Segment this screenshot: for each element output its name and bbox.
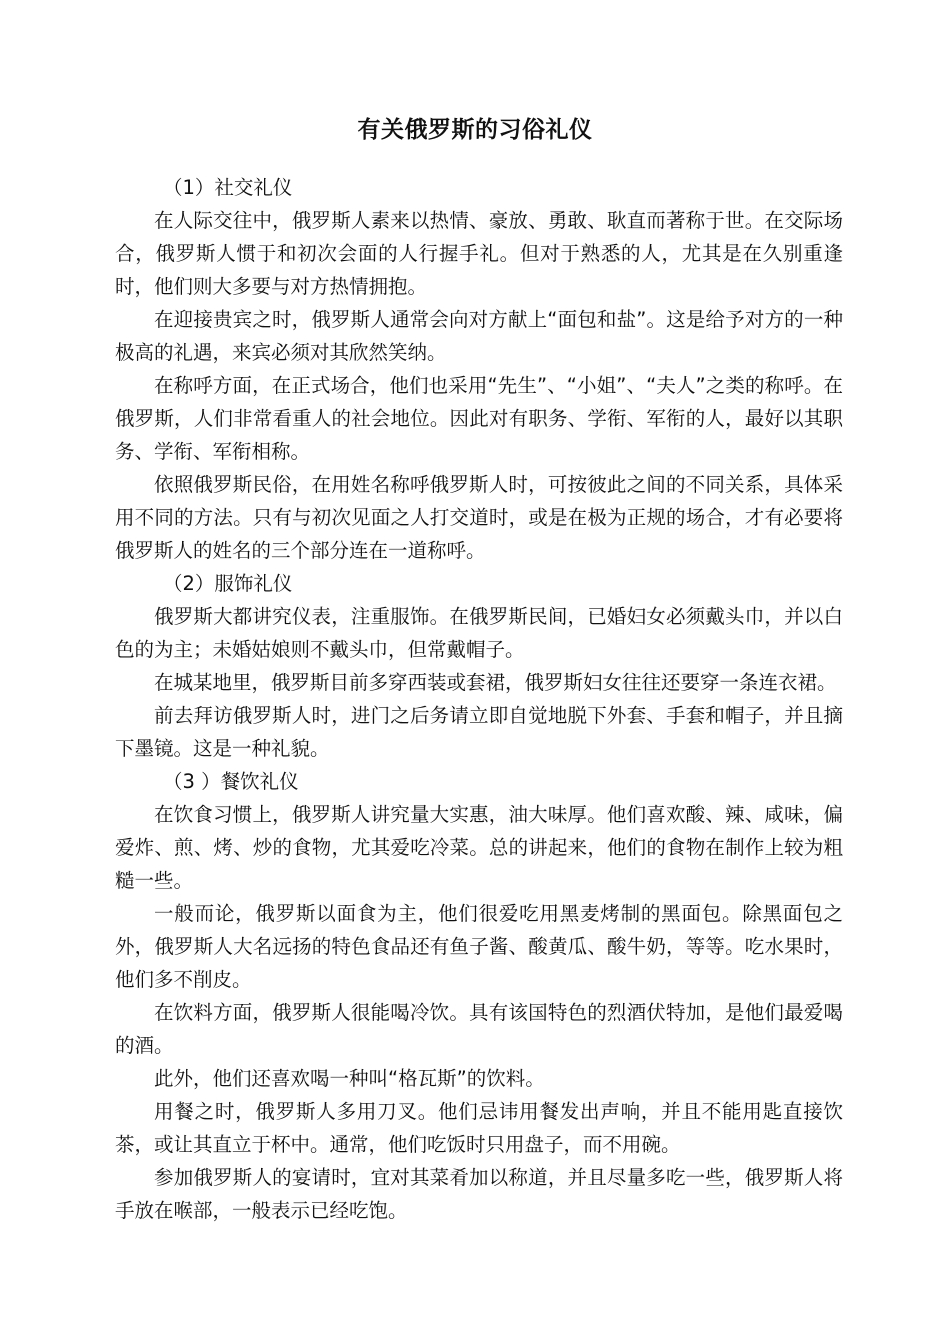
paragraph: 在饮料方面，俄罗斯人很能喝冷饮。具有该国特色的烈酒伏特加，是他们最爱喝的酒。 bbox=[115, 1001, 843, 1057]
section-heading-social: （1）社交礼仪 bbox=[163, 176, 293, 199]
paragraph: 参加俄罗斯人的宴请时，宜对其菜肴加以称道，并且尽量多吃一些，俄罗斯人将手放在喉部，一般表示已经吃饱。 bbox=[115, 1166, 843, 1222]
paragraph: 俄罗斯大都讲究仪表，注重服饰。在俄罗斯民间，已婚妇女必须戴头巾，并以白色的为主；未婚姑娘则不戴头巾，但常戴帽子。 bbox=[115, 605, 843, 661]
section-heading-dining: （3 ）餐饮礼仪 bbox=[163, 770, 299, 793]
paragraph: 用餐之时，俄罗斯人多用刀叉。他们忌讳用餐发出声响，并且不能用匙直接饮茶，或让其直立于杯中。通常，他们吃饭时只用盘子，而不用碗。 bbox=[115, 1100, 843, 1156]
paragraph: 在城某地里，俄罗斯目前多穿西装或套裙，俄罗斯妇女往往还要穿一条连衣裙。 bbox=[154, 671, 837, 694]
paragraph: 一般而论，俄罗斯以面食为主，他们很爱吃用黑麦烤制的黑面包。除黑面包之外，俄罗斯人大名远扬的特色食品还有鱼子酱、酸黄瓜、酸牛奶，等等。吃水果时，他们多不削皮。 bbox=[115, 902, 843, 991]
paragraph: 在称呼方面，在正式场合，他们也采用“先生”、“小姐”、“夫人”之类的称呼。在俄罗斯，人们非常看重人的社会地位。因此对有职务、学衔、军衔的人，最好以其职务、学衔、军衔相称。 bbox=[115, 374, 843, 463]
section-heading-dress: （2）服饰礼仪 bbox=[163, 572, 293, 595]
paragraph: 在迎接贵宾之时，俄罗斯人通常会向对方献上“面包和盐”。这是给予对方的一种极高的礼遇，来宾必须对其欣然笑纳。 bbox=[115, 308, 843, 364]
paragraph: 此外，他们还喜欢喝一种叫“格瓦斯”的饮料。 bbox=[154, 1067, 545, 1090]
paragraph: 依照俄罗斯民俗，在用姓名称呼俄罗斯人时，可按彼此之间的不同关系，具体采用不同的方法。只有与初次见面之人打交道时，或是在极为正规的场合，才有必要将俄罗斯人的姓名的三个部分连在一道称呼。 bbox=[115, 473, 843, 562]
paragraph: 在人际交往中，俄罗斯人素来以热情、豪放、勇敢、耿直而著称于世。在交际场合，俄罗斯人惯于和初次会面的人行握手礼。但对于熟悉的人，尤其是在久别重逢时，他们则大多要与对方热情拥抱。 bbox=[115, 209, 843, 298]
document-title: 有关俄罗斯的习俗礼仪 bbox=[357, 117, 593, 143]
document-body bbox=[115, 171, 843, 1227]
paragraph: 前去拜访俄罗斯人时，进门之后务请立即自觉地脱下外套、手套和帽子，并且摘下墨镜。这是一种礼貌。 bbox=[115, 704, 843, 760]
paragraph: 在饮食习惯上，俄罗斯人讲究量大实惠，油大味厚。他们喜欢酸、辣、咸味，偏爱炸、煎、烤、炒的食物，尤其爱吃冷菜。总的讲起来，他们的食物在制作上较为粗糙一些。 bbox=[115, 803, 843, 892]
